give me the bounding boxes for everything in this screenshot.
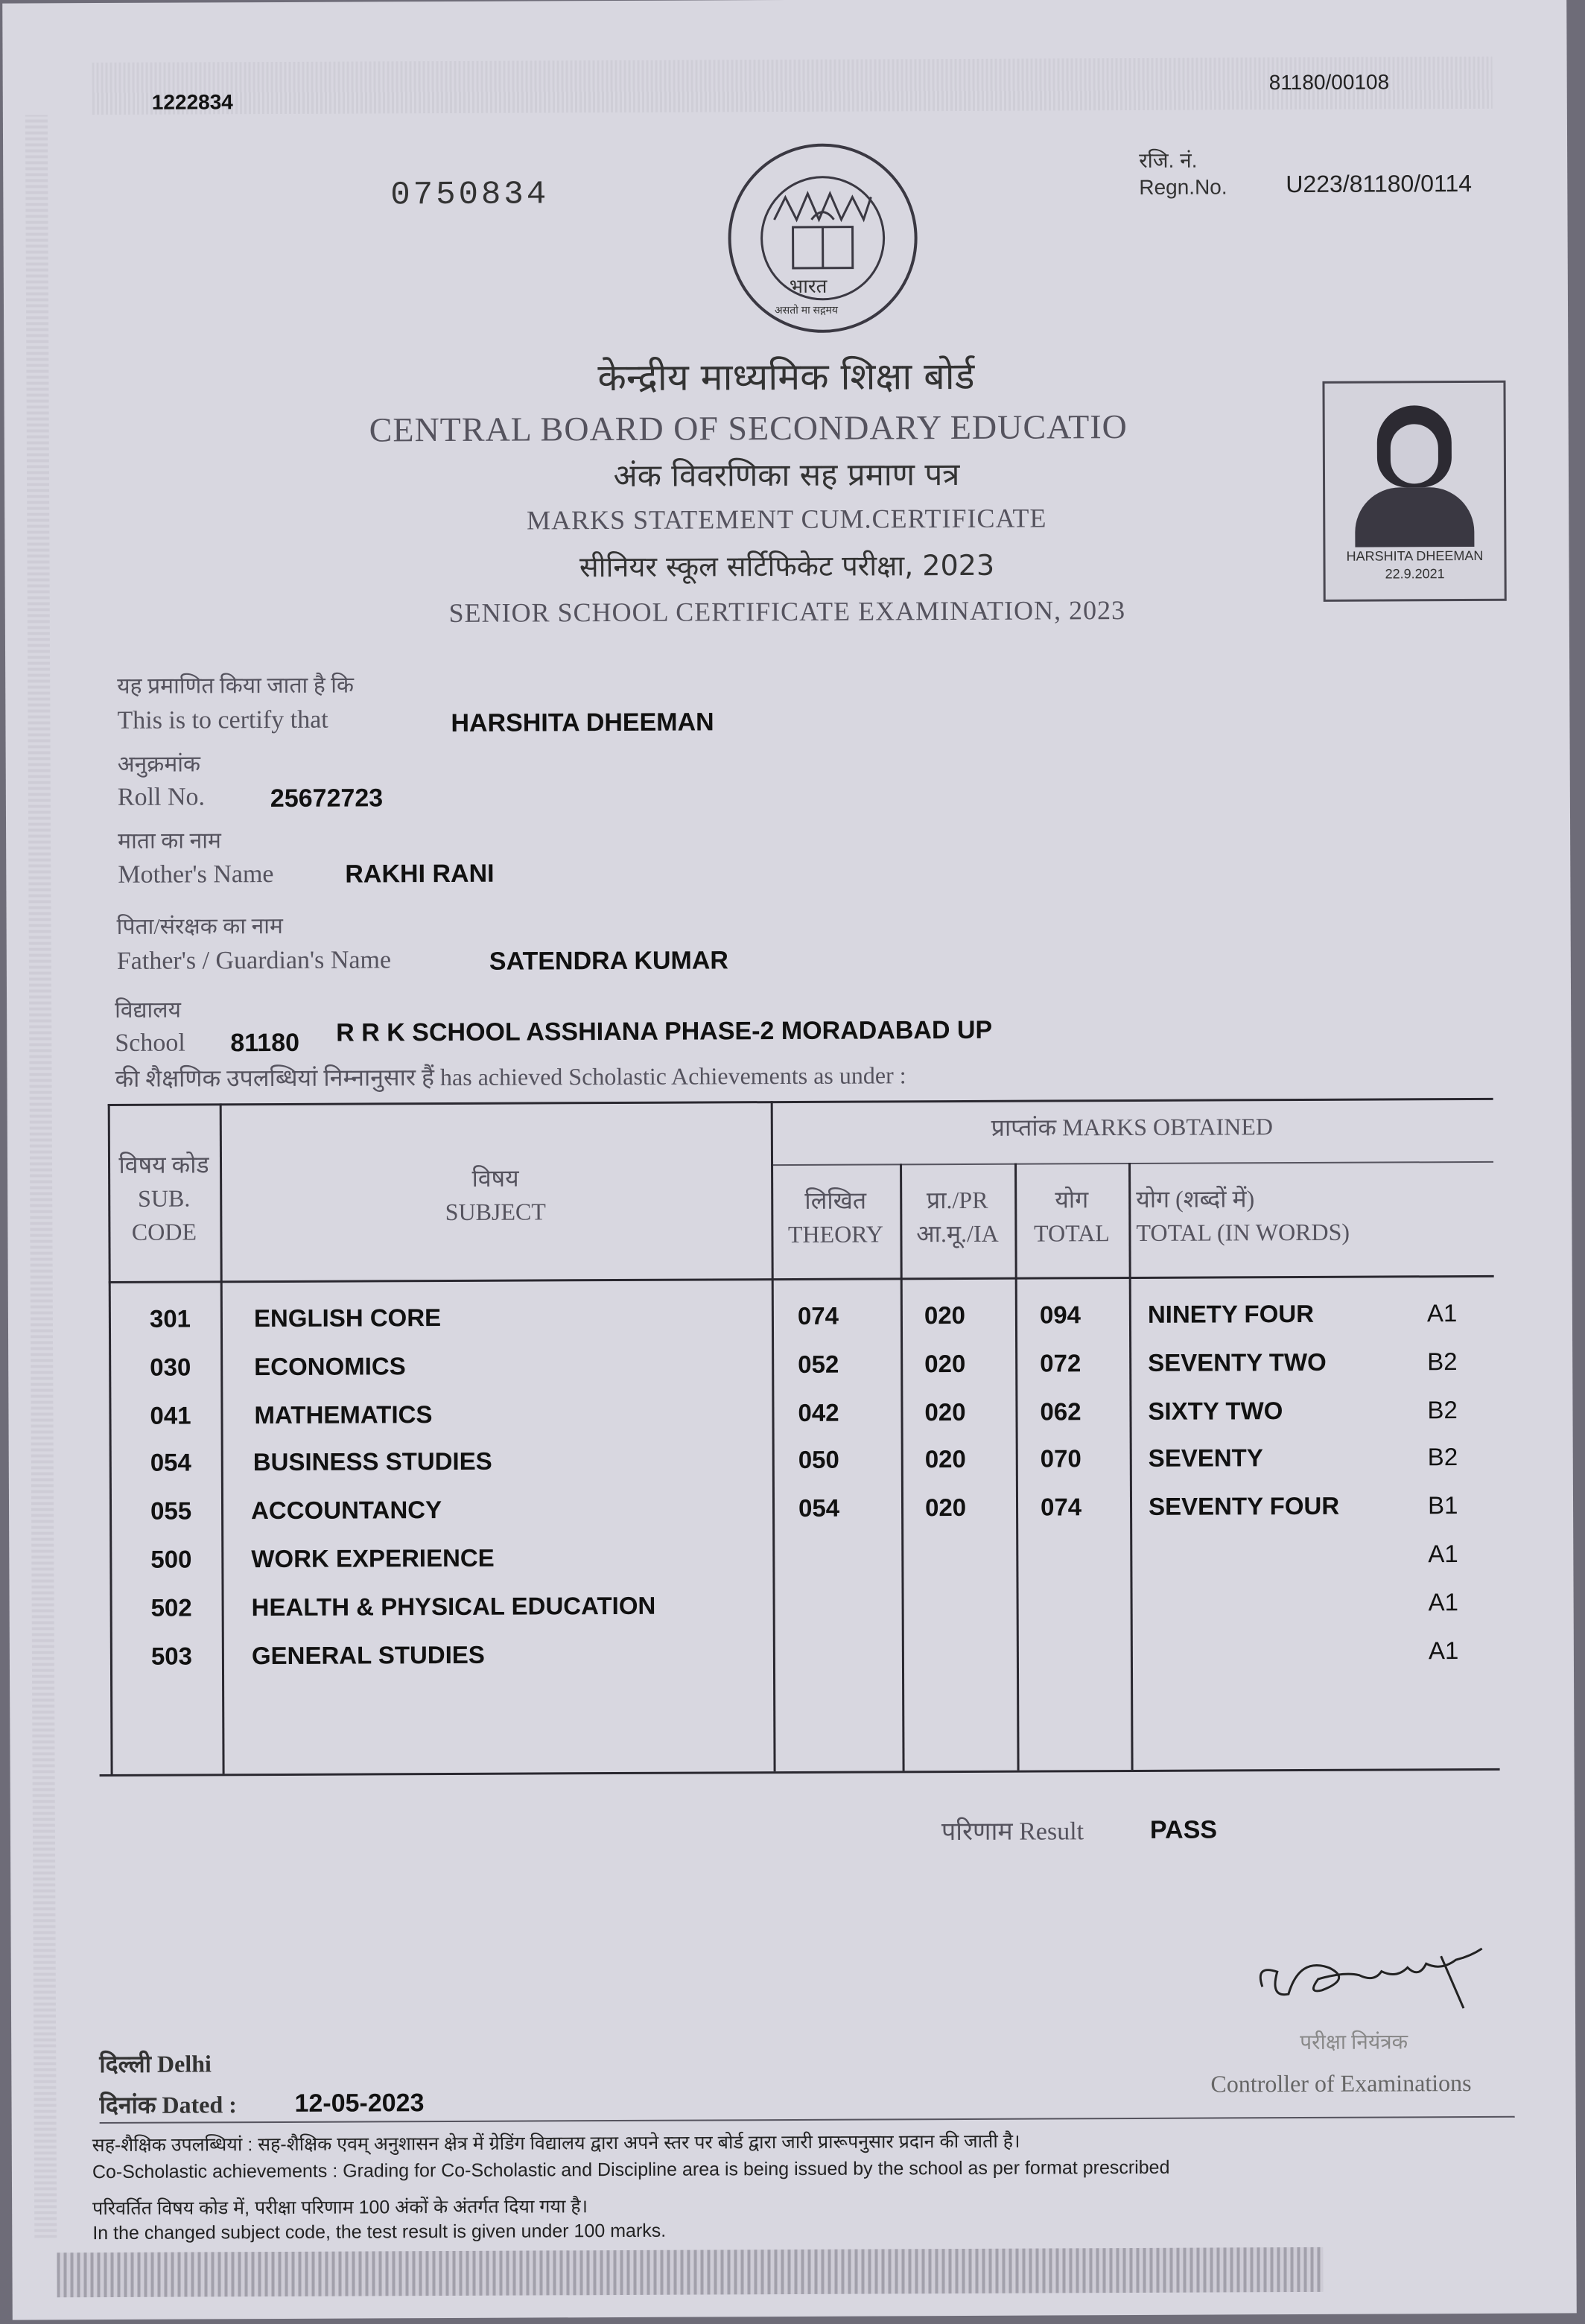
row-practical: 020 bbox=[924, 1397, 966, 1426]
header-total-words-en: TOTAL (IN WORDS) bbox=[1136, 1218, 1350, 1246]
row-subject: BUSINESS STUDIES bbox=[252, 1447, 492, 1476]
row-total-words: SEVENTY bbox=[1148, 1444, 1263, 1472]
school-name: R R K SCHOOL ASSHIANA PHASE-2 MORADABAD UP bbox=[336, 1015, 993, 1047]
row-theory: 050 bbox=[798, 1445, 839, 1473]
board-name-hindi: केन्द्रीय माध्यमिक शिक्षा बोर्ड bbox=[597, 354, 975, 400]
row-grade: B2 bbox=[1427, 1347, 1458, 1376]
table-row bbox=[99, 1636, 1499, 1687]
exam-title-english: SENIOR SCHOOL CERTIFICATE EXAMINATION, 2023 bbox=[448, 595, 1126, 628]
row-theory: 042 bbox=[798, 1398, 839, 1426]
regn-number: U223/81180/0114 bbox=[1286, 169, 1473, 198]
student-name: HARSHITA DHEEMAN bbox=[451, 708, 714, 737]
photo-caption-date: 22.9.2021 bbox=[1385, 566, 1445, 582]
document-title-english: MARKS STATEMENT CUM.CERTIFICATE bbox=[526, 503, 1047, 536]
security-band-left bbox=[25, 115, 57, 2238]
row-theory: 074 bbox=[797, 1301, 839, 1330]
row-grade: B1 bbox=[1427, 1491, 1458, 1520]
place-label: दिल्ली Delhi bbox=[99, 2050, 212, 2078]
certificate-number: 0750834 bbox=[390, 176, 550, 215]
certificate-paper bbox=[2, 0, 1577, 2320]
row-code: 301 bbox=[149, 1304, 191, 1333]
table-border-top bbox=[108, 1098, 1493, 1106]
exam-title-hindi: सीनियर स्कूल सर्टिफिकेट परीक्षा, 2023 bbox=[579, 548, 995, 584]
row-practical: 020 bbox=[924, 1493, 967, 1522]
header-theory-en: THEORY bbox=[787, 1220, 884, 1248]
signature-title-en: Controller of Examinations bbox=[1210, 2069, 1472, 2098]
row-practical: 020 bbox=[924, 1444, 966, 1473]
table-row bbox=[98, 1443, 1499, 1493]
roll-label-hi: अनुक्रमांक bbox=[117, 752, 201, 777]
regn-label-en: Regn.No. bbox=[1139, 175, 1227, 199]
row-code: 054 bbox=[150, 1448, 191, 1476]
header-total-hi: योग bbox=[1055, 1186, 1089, 1213]
header-theory bbox=[771, 1184, 900, 1251]
row-grade: A1 bbox=[1428, 1636, 1459, 1665]
certify-label-hi: यह प्रमाणित किया जाता है कि bbox=[117, 673, 355, 699]
achievement-line: की शैक्षणिक उपलब्धियां निम्नानुसार हैं has achieved Scholastic Achievements as under : bbox=[115, 1061, 906, 1092]
footnote-hi-1: सह-शैक्षिक उपलब्धियां : सह-शैक्षिक एवम् अनुशासन क्षेत्र में ग्रेडिंग विद्यालय द्वारा अपने स्तर पर बोर्ड द्वारा जारी प्रारूपनुसार प्रदान की जाती है। bbox=[92, 2130, 1020, 2156]
marks-header-divider bbox=[771, 1161, 1493, 1166]
roll-number: 25672723 bbox=[270, 784, 384, 813]
row-code: 503 bbox=[150, 1642, 193, 1670]
header-practical-1: प्रा./PR bbox=[926, 1186, 988, 1214]
header-subject-hi: विषय bbox=[471, 1164, 519, 1192]
date-value: 12-05-2023 bbox=[294, 2089, 425, 2118]
row-code: 055 bbox=[150, 1496, 192, 1525]
certify-label-en: This is to certify that bbox=[117, 705, 328, 734]
row-practical: 020 bbox=[924, 1301, 966, 1330]
header-theory-hi: लिखित bbox=[804, 1187, 867, 1214]
row-total-words: SEVENTY FOUR bbox=[1148, 1491, 1340, 1520]
serial-top-right: 81180/00108 bbox=[1268, 70, 1390, 95]
result-label: परिणाम Result bbox=[941, 1817, 1084, 1847]
photo-caption-name: HARSHITA DHEEMAN bbox=[1346, 547, 1484, 564]
header-total-en: TOTAL bbox=[1034, 1219, 1110, 1247]
row-subject: MATHEMATICS bbox=[254, 1400, 433, 1429]
seal-motto: असतो मा सद्गमय bbox=[774, 303, 839, 317]
document-title-hindi: अंक विवरणिका सह प्रमाण पत्र bbox=[613, 455, 960, 495]
row-grade: A1 bbox=[1426, 1299, 1458, 1327]
roll-label-en: Roll No. bbox=[117, 783, 206, 811]
controller-signature bbox=[1248, 1926, 1516, 2017]
row-grade: B2 bbox=[1427, 1396, 1458, 1424]
header-practical-2: आ.मू./IA bbox=[916, 1219, 999, 1248]
header-marks-obtained: प्राप्तांक MARKS OBTAINED bbox=[991, 1113, 1274, 1141]
header-practical bbox=[900, 1184, 1014, 1251]
row-total: 094 bbox=[1039, 1301, 1081, 1329]
table-row bbox=[99, 1588, 1499, 1639]
table-header-bottom bbox=[109, 1275, 1494, 1283]
row-total: 074 bbox=[1040, 1493, 1082, 1521]
row-practical: 020 bbox=[924, 1349, 966, 1378]
school-code: 81180 bbox=[230, 1028, 300, 1058]
row-grade: A1 bbox=[1428, 1540, 1458, 1568]
footnote-hi-2: परिवर्तित विषय कोड में, परीक्षा परिणाम 100 अंकों के अंतर्गत दिया गया है। bbox=[92, 2196, 588, 2220]
row-subject: ACCOUNTANCY bbox=[250, 1496, 442, 1525]
row-theory: 052 bbox=[798, 1350, 839, 1378]
header-sub-code-en1: SUB. bbox=[138, 1184, 191, 1212]
seal-bottom-text: भारत bbox=[789, 274, 828, 297]
header-total bbox=[1014, 1183, 1128, 1250]
marks-table bbox=[97, 1098, 1515, 1778]
row-code: 041 bbox=[150, 1401, 191, 1429]
header-total-words-hi: योग (शब्दों में) bbox=[1136, 1185, 1255, 1213]
row-total-words: SIXTY TWO bbox=[1148, 1397, 1283, 1425]
row-code: 030 bbox=[150, 1353, 191, 1381]
father-label-en: Father's / Guardian's Name bbox=[116, 946, 392, 975]
security-band-bottom bbox=[57, 2247, 1323, 2297]
row-subject: HEALTH & PHYSICAL EDUCATION bbox=[251, 1591, 656, 1622]
row-subject: ENGLISH CORE bbox=[253, 1304, 442, 1333]
result-value: PASS bbox=[1149, 1815, 1218, 1844]
row-total: 070 bbox=[1040, 1444, 1081, 1473]
row-total: 072 bbox=[1040, 1349, 1081, 1377]
school-label-en: School bbox=[115, 1029, 185, 1057]
school-label-hi: विद्यालय bbox=[115, 997, 182, 1023]
cbse-seal-icon bbox=[722, 137, 924, 339]
father-name: SATENDRA KUMAR bbox=[489, 946, 729, 976]
header-sub-code bbox=[108, 1148, 220, 1248]
board-name-english: CENTRAL BOARD OF SECONDARY EDUCATIO bbox=[369, 407, 1128, 449]
table-row bbox=[98, 1299, 1498, 1350]
header-total-words bbox=[1128, 1181, 1397, 1249]
row-theory: 054 bbox=[798, 1493, 840, 1522]
header-subject-en: SUBJECT bbox=[445, 1198, 546, 1225]
signature-title-hi: परीक्षा नियंत्रक bbox=[1300, 2031, 1408, 2055]
row-grade: A1 bbox=[1428, 1588, 1459, 1616]
table-row bbox=[98, 1491, 1499, 1542]
header-sub-code-hi: विषय कोड bbox=[118, 1151, 209, 1178]
row-total-words: NINETY FOUR bbox=[1147, 1299, 1315, 1328]
mother-name: RAKHI RANI bbox=[345, 859, 495, 889]
row-subject: WORK EXPERIENCE bbox=[251, 1543, 495, 1573]
row-subject: ECONOMICS bbox=[254, 1352, 406, 1381]
row-code: 500 bbox=[150, 1545, 192, 1573]
footnote-en-2: In the changed subject code, the test result is given under 100 marks. bbox=[92, 2220, 667, 2244]
mother-label-hi: माता का नाम bbox=[118, 828, 221, 854]
mother-label-en: Mother's Name bbox=[118, 860, 274, 889]
header-sub-code-en2: CODE bbox=[131, 1218, 197, 1245]
footnote-en-1: Co-Scholastic achievements : Grading for Co-Scholastic and Discipline area is being issued by the school as per format prescribed bbox=[92, 2156, 1170, 2183]
header-subject bbox=[220, 1161, 771, 1230]
father-label-hi: पिता/संरक्षक का नाम bbox=[116, 913, 284, 939]
row-code: 502 bbox=[150, 1593, 192, 1622]
table-border-bottom bbox=[100, 1768, 1500, 1777]
date-label: दिनांक Dated : bbox=[99, 2091, 237, 2119]
row-total-words: SEVENTY TWO bbox=[1148, 1347, 1327, 1377]
table-row bbox=[98, 1396, 1498, 1447]
row-grade: B2 bbox=[1427, 1443, 1458, 1471]
student-photo bbox=[1322, 381, 1506, 602]
serial-top-left: 1222834 bbox=[151, 90, 233, 114]
row-subject: GENERAL STUDIES bbox=[251, 1640, 485, 1670]
table-row bbox=[98, 1347, 1498, 1398]
photo-face bbox=[1391, 424, 1438, 483]
table-row bbox=[98, 1540, 1499, 1590]
row-total: 062 bbox=[1040, 1397, 1081, 1426]
regn-label-hi: रजि. नं. bbox=[1139, 148, 1198, 172]
photo-body bbox=[1355, 487, 1474, 547]
